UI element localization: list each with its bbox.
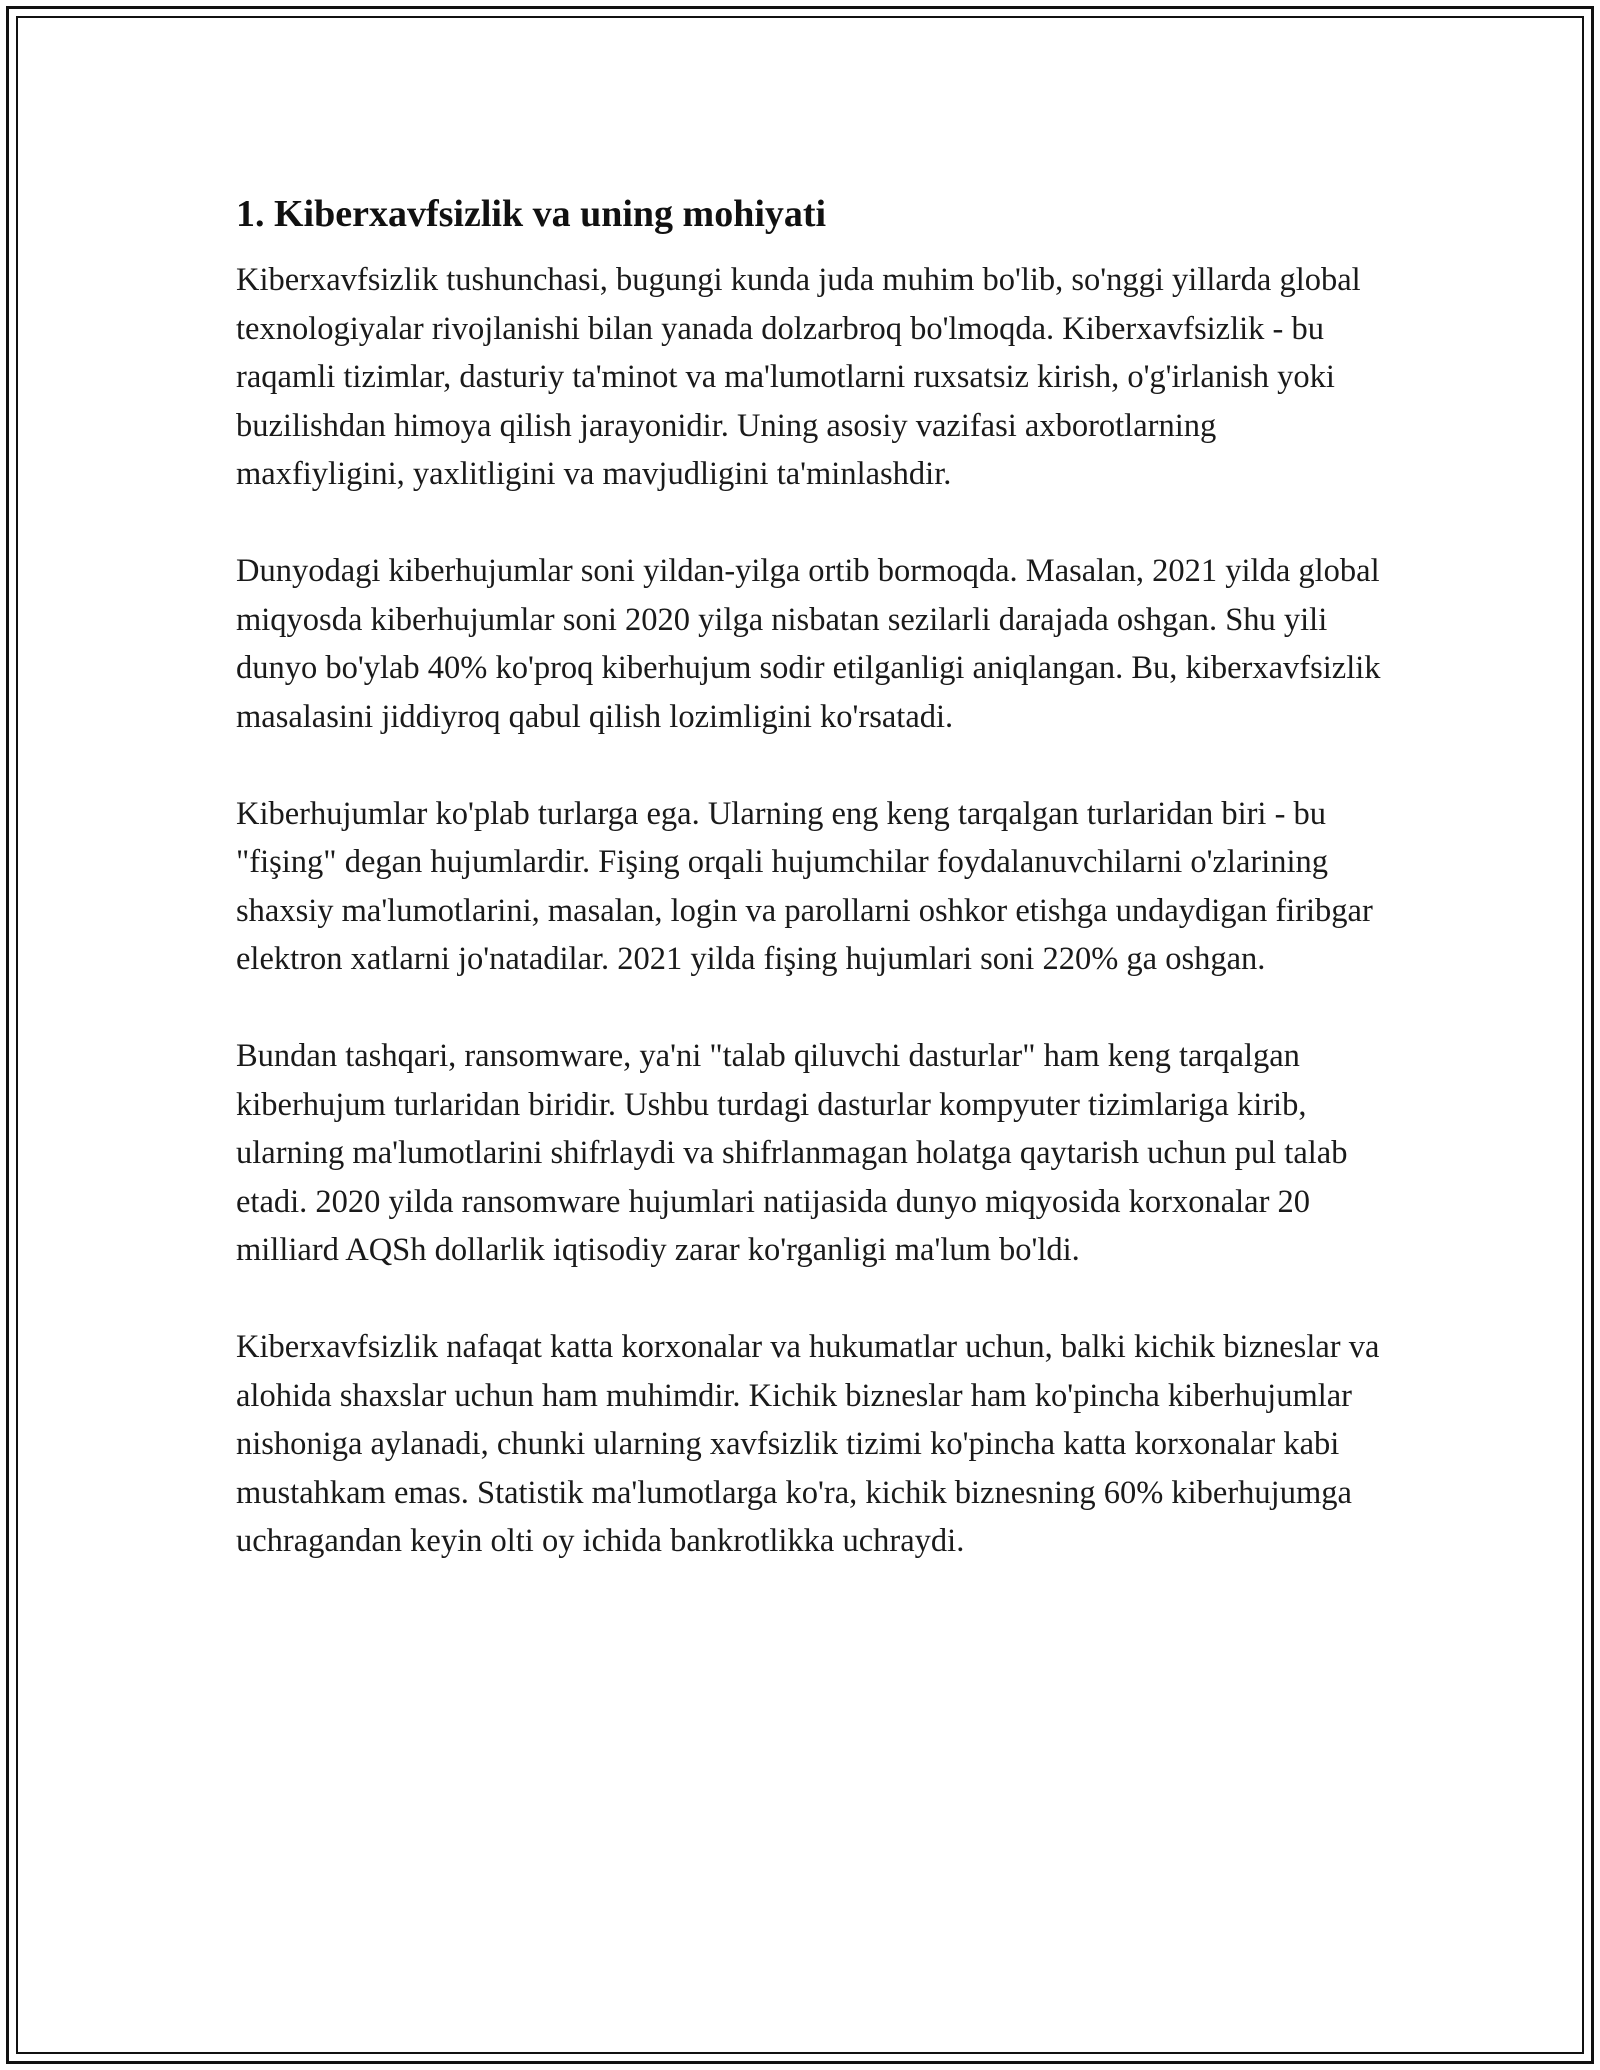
paragraph-definition: Kiberxavfsizlik tushunchasi, bugungi kunda juda muhim bo'lib, so'nggi yillarda global texnologiyalar rivojlanishi bilan yanada dolzarbroq bo'lmoqda. Kiberxavfsizlik - bu raqamli tizimlar, dasturiy ta'minot va ma'lumotlarni ruxsatsiz kirish, o'g'irlanish yoki buzilishdan himoya qilish jarayonidir. Uning asosiy vazifasi axborotlarning maxfiyligini, yaxlitligini va mavjudligini ta'minlashdir. (236, 262, 1361, 492)
paragraph-phishing: Kiberhujumlar ko'plab turlarga ega. Ularning eng keng tarqalgan turlaridan biri - bu "fişing" degan hujumlardir. Fişing orqali hujumchilar foydalanuvchilarni o'zlarining shaxsiy ma'lumotlarini, masalan, login va parollarni oshkor etishga undaydigan firibgar elektron xatlarni jo'natadilar. 2021 yilda fişing hujumlari soni 220% ga oshgan. (236, 795, 1373, 977)
document-body (236, 190, 1386, 1614)
paragraph-ransomware: Bundan tashqari, ransomware, ya'ni "talab qiluvchi dasturlar" ham keng tarqalgan kiberhujum turlaridan biridir. Ushbu turdagi dasturlar kompyuter tizimlariga kirib, ularning ma'lumotlarini shifrlaydi va shifrlanmagan holatga qaytarish uchun pul talab etadi. 2020 yilda ransomware hujumlari natijasida dunyo miqyosida korxonalar 20 milliard AQSh dollarlik iqtisodiy zarar ko'rganligi ma'lum bo'ldi. (236, 1038, 1348, 1268)
paragraph-small-business: Kiberxavfsizlik nafaqat katta korxonalar va hukumatlar uchun, balki kichik bizneslar va alohida shaxslar uchun ham muhimdir. Kichik bizneslar ham ko'pincha kiberhujumlar nishoniga aylanadi, chunki ularning xavfsizlik tizimi ko'pincha katta korxonalar kabi mustahkam emas. Statistik ma'lumotlarga ko'ra, kichik biznesning 60% kiberhujumga uchragandan keyin olti oy ichida bankrotlikka uchraydi. (236, 1329, 1380, 1559)
section-heading: 1. Kiberxavfsizlik va uning mohiyati (236, 193, 827, 235)
paragraph-attack-growth: Dunyodagi kiberhujumlar soni yildan-yilga ortib bormoqda. Masalan, 2021 yilda global miqyosda kiberhujumlar soni 2020 yilga nisbatan sezilarli darajada oshgan. Shu yili dunyo bo'ylab 40% ko'proq kiberhujum sodir etilganligi aniqlangan. Bu, kiberxavfsizlik masalasini jiddiyroq qabul qilish lozimligini ko'rsatadi. (236, 553, 1381, 735)
